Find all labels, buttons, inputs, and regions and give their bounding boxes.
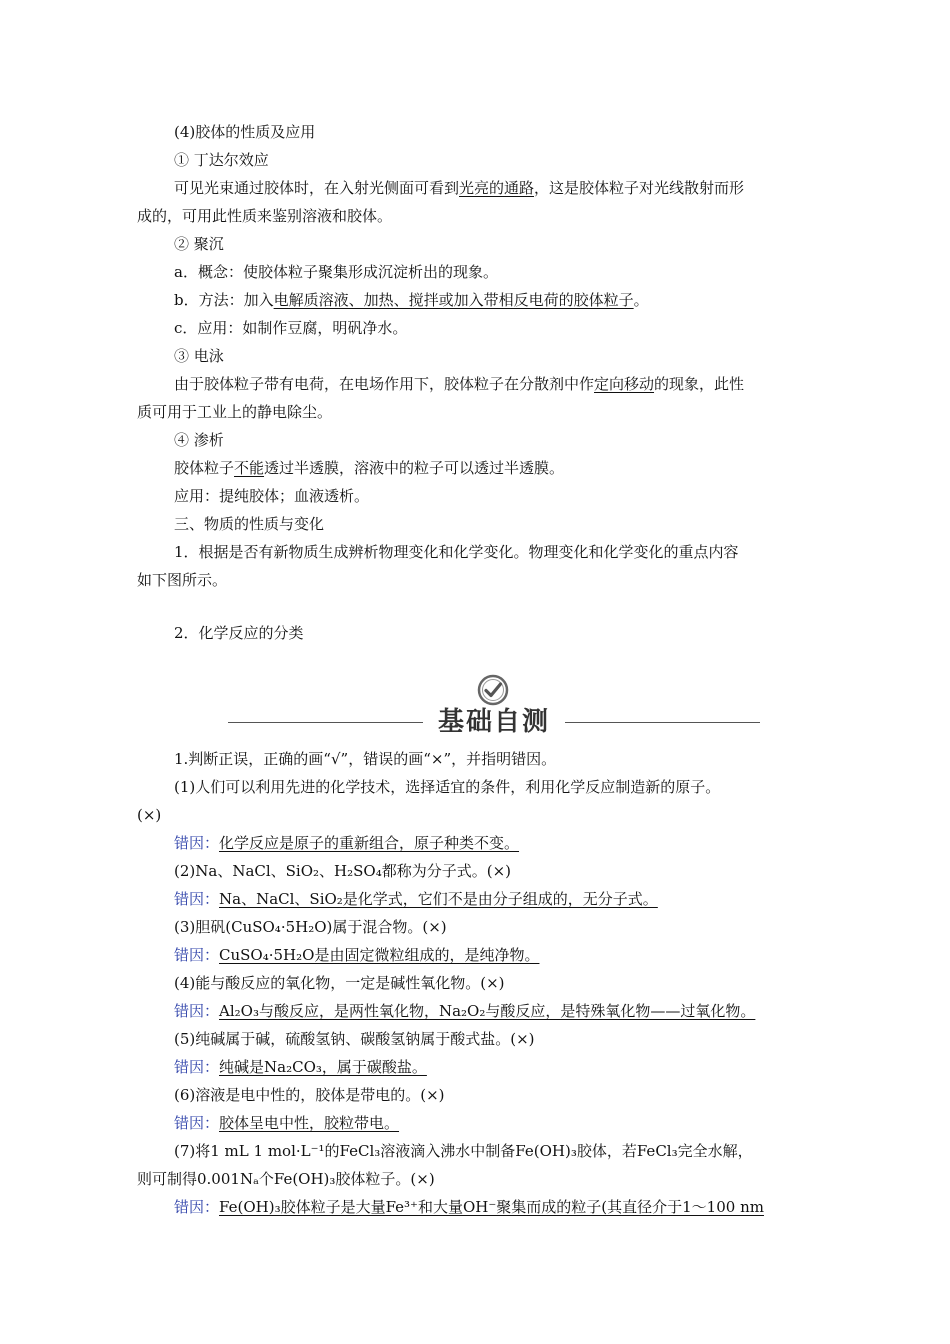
text: b．方法：加入 [174,291,274,309]
error-reason: 纯碱是Na₂CO₃，属于碳酸盐。 [219,1058,427,1076]
electrophoresis-heading: ③ 电泳 [174,347,224,365]
underlined-answer: 光亮的通路 [459,179,535,197]
text: 的现象，此性 [654,375,745,393]
text: ，这是胶体粒子对光线散射而形 [534,179,745,197]
error-reason: Fe(OH)₃胶体粒子是大量Fe³⁺和大量OH⁻聚集而成的粒子(其直径介于1～100 nm [219,1198,764,1216]
test-item-5: (5)纯碱属于碱，硫酸氢钠、碳酸氢钠属于酸式盐。(×) [174,1030,535,1048]
error-reason: CuSO₄·5H₂O是由固定微粒组成的，是纯净物。 [219,946,540,964]
test-item-1-error [174,833,854,853]
error-reason: Al₂O₃与酸反应，是两性氧化物，Na₂O₂与酸反应，是特殊氧化物——过氧化物。 [219,1002,756,1020]
tyndall-line1 [174,178,854,198]
dialysis-heading: ④ 渗析 [174,431,224,449]
tyndall-line2: 成的，可用此性质来鉴别溶液和胶体。 [137,207,393,225]
test-item-6-error [174,1113,854,1133]
coagulation-concept: a．概念：使胶体粒子聚集形成沉淀析出的现象。 [174,263,498,281]
section3-item1-line2: 如下图所示。 [137,571,228,589]
test-item-1-line1: (1)人们可以利用先进的化学技术，选择适宜的条件，利用化学反应制造新的原子。 [174,778,721,796]
section3-heading: 三、物质的性质与变化 [174,515,325,533]
test-item-6: (6)溶液是电中性的，胶体是带电的。(×) [174,1086,445,1104]
test-item-7-error [174,1197,817,1217]
banner-rule-left [228,722,423,723]
error-label: 错因： [174,890,220,908]
underlined-answer: 不能 [234,459,265,477]
text: 。 [633,291,649,309]
test-item-2-error [174,889,854,909]
banner-rule-right [565,722,760,723]
electrophoresis-line2: 质可用于工业上的静电除尘。 [137,403,333,421]
text: 由于胶体粒子带有电荷，在电场作用下，胶体粒子在分散剂中作 [174,375,595,393]
text: 胶体粒子 [174,459,235,477]
error-reason: Na、NaCl、SiO₂是化学式，它们不是由分子组成的，无分子式。 [219,890,658,908]
test-item-7-line2: 则可制得0.001Nₐ个Fe(OH)₃胶体粒子。(×) [137,1170,435,1188]
check-circle-icon [477,674,509,706]
dialysis-line1 [174,458,854,478]
underlined-answer: 定向移动 [594,375,655,393]
section3-item1-line1: 1．根据是否有新物质生成辨析物理变化和化学变化。物理变化和化学变化的重点内容 [174,543,739,561]
underlined-answer: 电解质溶液、加热、搅拌或加入带相反电荷的胶体粒子 [273,291,634,309]
error-reason: 胶体呈电中性，胶粒带电。 [219,1114,400,1132]
coagulation-use: c．应用：如制作豆腐，明矾净水。 [174,319,408,337]
test-item-4: (4)能与酸反应的氧化物，一定是碱性氧化物。(×) [174,974,505,992]
error-label: 错因： [174,834,220,852]
test-item-1-line2: (×) [137,806,162,824]
banner-title: 基础自测 [437,707,550,737]
test-item-3: (3)胆矾(CuSO₄·5H₂O)属于混合物。(×) [174,918,447,936]
error-label: 错因： [174,1198,220,1216]
test-item-7-line1: (7)将1 mL 1 mol·L⁻¹的FeCl₃溶液滴入沸水中制备Fe(OH)₃胶体，若FeCl₃完全水解， [174,1142,753,1160]
dialysis-use: 应用：提纯胶体；血液透析。 [174,487,370,505]
section3-item2: 2．化学反应的分类 [174,624,304,642]
test-item-5-error [174,1057,854,1077]
tyndall-heading: ① 丁达尔效应 [174,151,269,169]
colloid-heading: (4)胶体的性质及应用 [174,123,316,141]
test-item-2: (2)Na、NaCl、SiO₂、H₂SO₄都称为分子式。(×) [174,862,511,880]
text: 可见光束通过胶体时，在入射光侧面可看到 [174,179,460,197]
error-label: 错因： [174,946,220,964]
test-question-1: 1.判断正误，正确的画“√”，错误的画“×”，并指明错因。 [174,750,557,768]
self-test-banner [228,672,760,742]
coagulation-heading: ② 聚沉 [174,235,224,253]
error-label: 错因： [174,1002,220,1020]
coagulation-method [174,290,854,310]
error-label: 错因： [174,1114,220,1132]
electrophoresis-line1 [174,374,854,394]
error-label: 错因： [174,1058,220,1076]
text: 透过半透膜，溶液中的粒子可以透过半透膜。 [264,459,565,477]
error-reason: 化学反应是原子的重新组合，原子种类不变。 [219,834,520,852]
test-item-3-error [174,945,854,965]
test-item-4-error [174,1001,854,1021]
